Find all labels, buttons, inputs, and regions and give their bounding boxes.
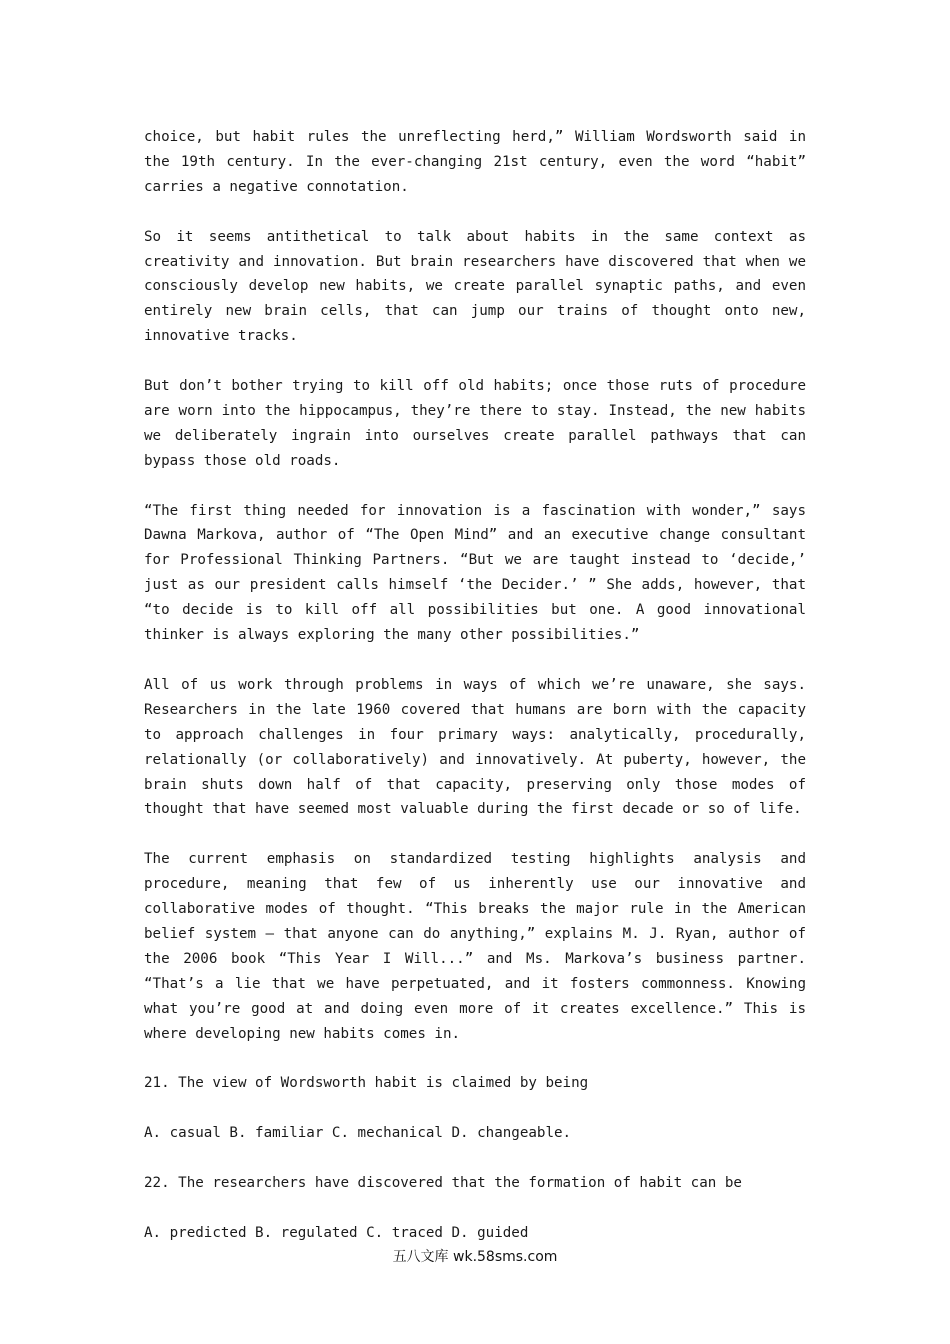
paragraph: choice, but habit rules the unreflecting herd,” William Wordsworth said in the 19th century. In the ever-changing 21st century, even the word “habit” carries a negative connotation. [144,129,806,195]
paragraph: All of us work through problems in ways of which we’re unaware, she says. Researchers in the late 1960 covered that humans are born with the capacity to approach challenges in four primary ways: analytically, procedurally, relationally (or collaboratively) and innovatively. At puberty, however, the brain shuts down half of that capacity, preserving only those modes of thought that have seemed most valuable during the first decade or so of life. [144,676,806,818]
question-22-stem: 22. The researchers have discovered that the formation of habit can be [144,1174,742,1191]
paragraph: So it seems antithetical to talk about habits in the same context as creativity and innovation. But brain researchers have discovered that when we consciously develop new habits, we create parallel synaptic paths, and even entirely new brain cells, that can jump our trains of thought onto new, innovative tracks. [144,228,806,345]
paragraph: “The first thing needed for innovation is a fascination with wonder,” says Dawna Markova, author of “The Open Mind” and an executive change consultant for Professional Thinking Partners. “But we are taught instead to ‘decide,’ just as our president calls himself ‘the Decider.’ ” She adds, however, that “to decide is to kill off all possibilities but one. A good innovational thinker is always exploring the many other possibilities.” [144,502,806,644]
paragraph: But don’t bother trying to kill off old habits; once those ruts of procedure are worn into the hippocampus, they’re there to stay. Instead, the new habits we deliberately ingrain into ourselves create parallel pathways that can bypass those old roads. [144,378,806,469]
paragraph: The current emphasis on standardized testing highlights analysis and procedure, meaning that few of us inherently use our innovative and collaborative modes of thought. “This breaks the major rule in the American belief system — that anyone can do anything,” explains M. J. Ryan, author of the 2006 book “This Year I Will...” and Ms. Markova’s business partner. “That’s a lie that we have perpetuated, and it fosters commonness. Knowing what you’re good at and doing even more of it creates excellence.” This is where developing new habits comes in. [144,851,806,1042]
question-22-options: A. predicted B. regulated C. traced D. guided [144,1224,529,1241]
document-body [144,125,806,1271]
question-21-stem: 21. The view of Wordsworth habit is claimed by being [144,1075,589,1092]
footer-watermark: 五八文库 wk.58sms.com [392,1249,558,1265]
question-21-options: A. casual B. familiar C. mechanical D. changeable. [144,1125,572,1142]
